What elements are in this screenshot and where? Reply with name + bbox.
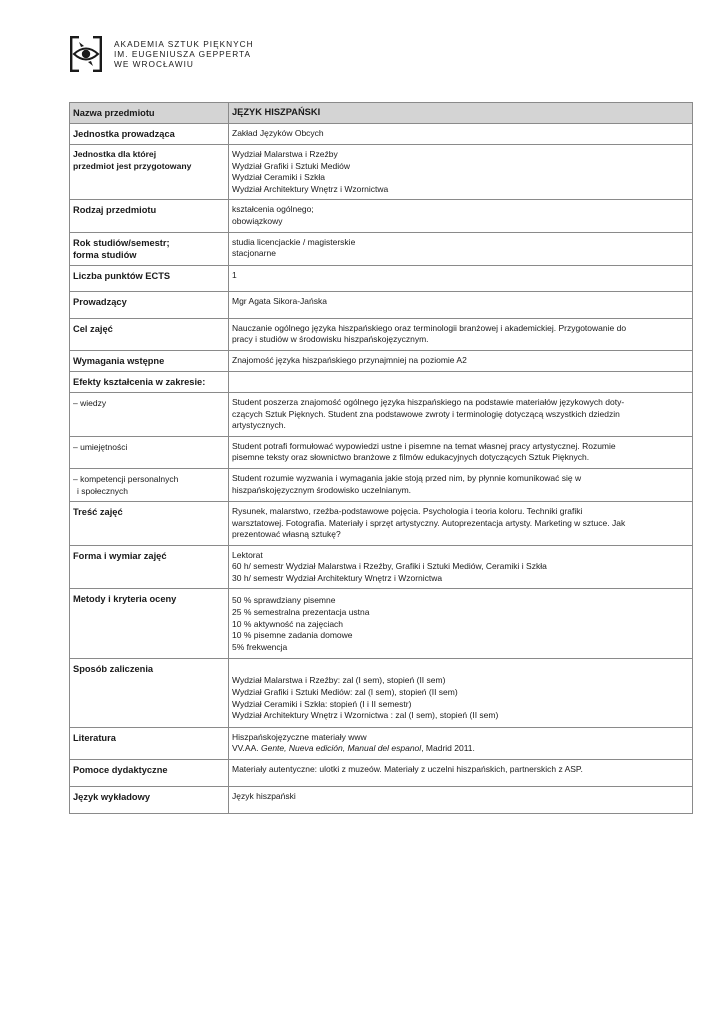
target-unit-line: Wydział Architektury Wnętrz i Wzornictwa <box>232 183 389 194</box>
content-line: warsztatowej. Fotografia. Materiały i sprzęt artystyczny. Autoprezentacja artysty. Marketing w sztuce. Jak <box>232 517 626 528</box>
label-study-year-line: forma studiów <box>73 249 137 260</box>
label-study-year-line: Rok studiów/semestr; <box>73 237 170 248</box>
label-competences-line: i społecznych <box>77 485 129 496</box>
label-language: Język wykładowy <box>70 786 229 813</box>
value-target-unit <box>229 145 693 200</box>
row-course-name <box>70 103 693 124</box>
institution-name <box>114 39 254 69</box>
label-competences <box>70 468 229 501</box>
value-credit <box>229 659 693 727</box>
label-methods: Metody i kryteria oceny <box>70 589 229 659</box>
row-methods <box>70 589 693 659</box>
value-prerequisites: Znajomość języka hiszpańskiego przynajmniej na poziomie A2 <box>229 350 693 371</box>
label-literature: Literatura <box>70 727 229 759</box>
methods-line: 10 % pisemne zadania domowe <box>232 630 353 641</box>
label-course-type: Rodzaj przedmiotu <box>70 200 229 232</box>
label-ects: Liczba punktów ECTS <box>70 265 229 292</box>
competences-line: hiszpańskojęzycznym środowisko uczelnianym. <box>232 484 412 495</box>
row-goal <box>70 318 693 350</box>
label-goal: Cel zajęć <box>70 318 229 350</box>
label-knowledge: – wiedzy <box>70 392 229 436</box>
institution-line-3: WE WROCŁAWIU <box>114 59 194 69</box>
row-prerequisites <box>70 350 693 371</box>
row-teacher <box>70 292 693 319</box>
row-target-unit <box>70 145 693 200</box>
label-content: Treść zajęć <box>70 501 229 545</box>
label-form: Forma i wymiar zajęć <box>70 545 229 589</box>
methods-line: 5% frekwencja <box>232 641 288 652</box>
value-teaching-unit: Zakład Języków Obcych <box>229 124 693 145</box>
value-ects: 1 <box>229 265 693 292</box>
label-study-year <box>70 232 229 265</box>
form-line: 60 h/ semestr Wydział Malarstwa i Rzeźby, Grafiki i Sztuki Mediów, Ceramiki i Szkła <box>232 561 547 572</box>
value-methods <box>229 589 693 659</box>
row-form <box>70 545 693 589</box>
content-line: Rysunek, malarstwo, rzeźba-podstawowe pojęcia. Psychologia i teoria koloru. Techniki grafiki <box>232 505 583 516</box>
row-content <box>70 501 693 545</box>
form-line: 30 h/ semestr Wydział Architektury Wnętrz i Wzornictwa <box>232 572 443 583</box>
row-study-year <box>70 232 693 265</box>
label-teacher: Prowadzący <box>70 292 229 319</box>
institution-line-1: AKADEMIA SZTUK PIĘKNYCH <box>114 39 254 49</box>
knowledge-line: Student poszerza znajomość ogólnego języka hiszpańskiego na podstawie materiałów językowych doty- <box>232 396 625 407</box>
value-course-type <box>229 200 693 232</box>
skills-line: Student potrafi formułować wypowiedzi ustne i pisemne na temat własnej pracy artystycznej. Rozumie <box>232 440 616 451</box>
label-effects: Efekty kształcenia w zakresie: <box>70 371 229 392</box>
row-language <box>70 786 693 813</box>
target-unit-line: Wydział Malarstwa i Rzeźby <box>232 149 338 159</box>
row-credit <box>70 659 693 727</box>
skills-line: pisemne teksty oraz słownictwo branżowe z filmów edukacyjnych dotyczących Sztuk Pięknych. <box>232 452 590 463</box>
value-literature <box>229 727 693 759</box>
row-knowledge <box>70 392 693 436</box>
label-target-unit <box>70 145 229 200</box>
form-line: Lektorat <box>232 549 263 560</box>
knowledge-line: czących Sztuk Pięknych. Student zna podstawowe zwroty i terminologię dotyczącą wszystkich dziedzin <box>232 408 620 419</box>
goal-line: pracy i studiów w środowisku hiszpańskojęzycznym. <box>232 334 429 345</box>
methods-line: 25 % semestralna prezentacja ustna <box>232 607 370 618</box>
content-line: prezentować własną sztukę? <box>232 529 341 540</box>
label-teaching-unit: Jednostka prowadząca <box>70 124 229 145</box>
credit-line: Wydział Architektury Wnętrz i Wzornictwa : zal (I sem), stopień (II sem) <box>232 710 499 721</box>
row-teaching-aids <box>70 760 693 787</box>
course-type-line: kształcenia ogólnego; <box>232 204 314 215</box>
credit-line: Wydział Grafiki i Sztuki Mediów: zal (I sem), stopień (II sem) <box>232 687 458 698</box>
row-ects <box>70 265 693 292</box>
value-course-name: JĘZYK HISZPAŃSKI <box>229 103 693 124</box>
value-teacher: Mgr Agata Sikora-Jańska <box>229 292 693 319</box>
institution-line-2: IM. EUGENIUSZA GEPPERTA <box>114 49 252 59</box>
value-skills <box>229 436 693 468</box>
goal-line: Nauczanie ogólnego języka hiszpańskiego oraz terminologii branżowej i akademickiej. Przygotowanie do <box>232 322 627 333</box>
study-year-line: stacjonarne <box>232 248 276 259</box>
credit-line: Wydział Malarstwa i Rzeźby: zal (I sem), stopień (II sem) <box>232 675 446 686</box>
course-type-line: obowiązkowy <box>232 215 283 226</box>
course-card-table <box>69 102 693 814</box>
label-competences-line: – kompetencji personalnych <box>73 473 179 484</box>
literature-citation <box>232 743 689 755</box>
value-study-year <box>229 232 693 265</box>
value-content <box>229 501 693 545</box>
row-effects <box>70 371 693 392</box>
label-credit: Sposób zaliczenia <box>70 659 229 727</box>
label-target-unit-line: przedmiot jest przygotowany <box>73 160 192 171</box>
citation-title: Gente, Nueva edición, Manual del espanol <box>260 743 422 754</box>
target-unit-line: Wydział Grafiki i Sztuki Mediów <box>232 160 351 171</box>
row-teaching-unit <box>70 124 693 145</box>
value-form <box>229 545 693 589</box>
label-teaching-aids: Pomoce dydaktyczne <box>70 760 229 787</box>
value-effects-empty <box>229 371 693 392</box>
knowledge-line: artystycznych. <box>232 420 286 431</box>
label-skills: – umiejętności <box>70 436 229 468</box>
label-course-name: Nazwa przedmiotu <box>70 103 229 124</box>
value-language: Język hiszpański <box>229 786 693 813</box>
literature-line: Hiszpańskojęzyczne materiały www <box>232 731 367 742</box>
row-literature <box>70 727 693 759</box>
value-goal <box>229 318 693 350</box>
value-teaching-aids: Materiały autentyczne: ulotki z muzeów. Materiały z uczelni hiszpańskich, partnerskich z ASP. <box>229 760 693 787</box>
target-unit-line: Wydział Ceramiki i Szkła <box>232 172 325 183</box>
methods-line: 10 % aktywność na zajęciach <box>232 618 344 629</box>
label-prerequisites: Wymagania wstępne <box>70 350 229 371</box>
row-competences <box>70 468 693 501</box>
study-year-line: studia licencjackie / magisterskie <box>232 236 356 247</box>
page-header <box>68 34 254 74</box>
citation-author: VV.AA. <box>232 743 261 754</box>
credit-line: Wydział Ceramiki i Szkła: stopień (I i II semestr) <box>232 698 412 709</box>
methods-line: 50 % sprawdziany pisemne <box>232 595 336 606</box>
label-target-unit-line: Jednostka dla której <box>73 149 157 159</box>
academy-logo-icon <box>68 34 104 74</box>
row-course-type <box>70 200 693 232</box>
row-skills <box>70 436 693 468</box>
value-competences <box>229 468 693 501</box>
citation-place-year: , Madrid 2011. <box>421 743 475 754</box>
value-knowledge <box>229 392 693 436</box>
competences-line: Student rozumie wyzwania i wymagania jakie stoją przed nim, by płynnie komunikować się w <box>232 472 582 483</box>
